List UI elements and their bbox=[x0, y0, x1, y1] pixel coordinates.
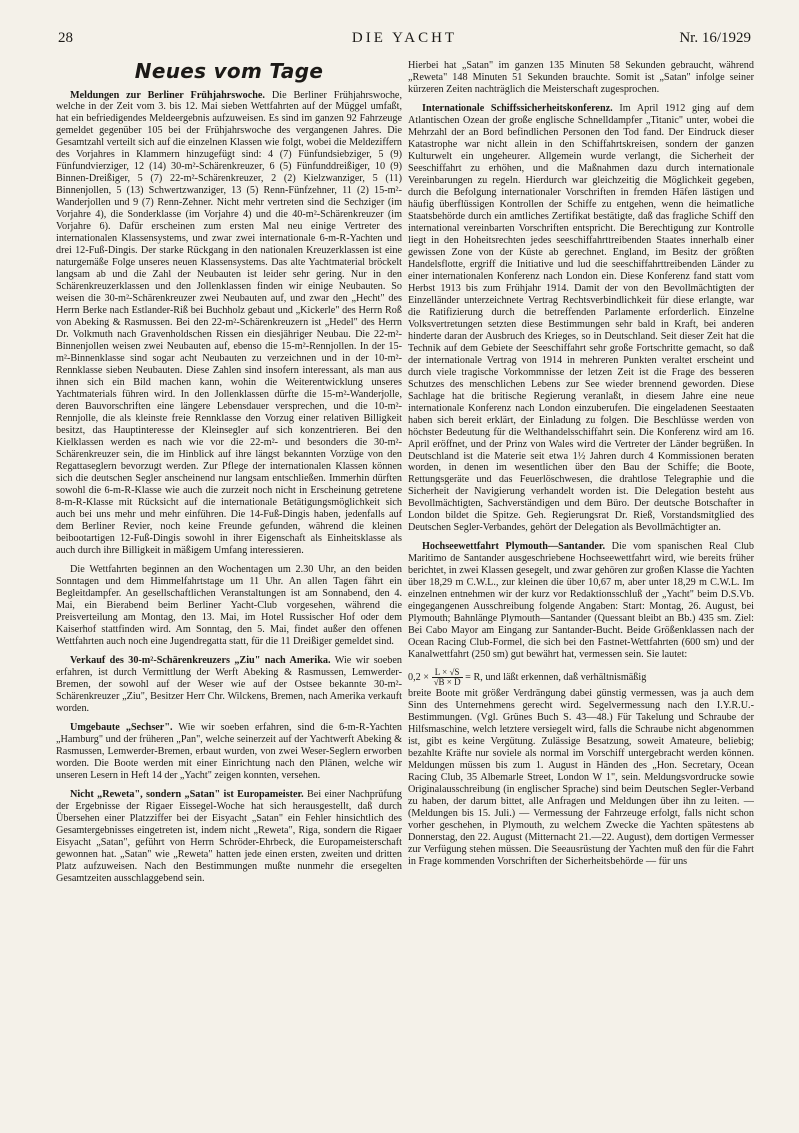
formula bbox=[408, 668, 754, 687]
journal-title: DIE YACHT bbox=[351, 30, 458, 46]
article-text: Die Wettfahrten beginnen an den Wochentagen um 2.30 Uhr, an den beiden Sonntagen und dem Himmelfahrtstage um 11 Uhr. An allen Tagen fährt ein Begleitdampfer. An gesellschaftlichen Veranstaltungen ist am Sonnabend, den 4. Mai, ein Bierabend beim Berliner Yacht-Club vorgesehen, während die Preisverteilung am Montag, den 13. Mai, im Hotel Russischer Hof oder dem Kaiserhof stattfinden wird. Am Sonntag, den 5. Mai, findet außer den offenen Wettfahrten auch noch eine Jugendregatta statt, für die 11 Dreißiger gemeldet sind. bbox=[56, 563, 402, 647]
right-articles-continued bbox=[408, 688, 754, 868]
formula-numerator: L × √S bbox=[432, 668, 463, 678]
page-title: Neues vom Tage bbox=[134, 59, 324, 83]
article-text: Im April 1912 ging auf dem Atlantischen Ozean der große englische Schnelldampfer „Titanic" unter, wobei die Mehrzahl der an Bord befindlichen Personen den Tod fand. Der Eindruck dieser Katastrophe war nicht allein in den Schiffahrtskreisen, sondern der ganzen Kulturwelt ein ungeheurer. Allgemein wurde verlangt, die Sicherheit der Seeschiffahrt zu erhöhen, und die Maßnahmen dazu durch internationale Vereinbarungen zu regeln. Hierdurch war gleichzeitig die Möglichkeit gegeben, durch die Befolgung internationaler Vorschriften in fremden Häfen lästigen und häufig überflüssigen Kontrollen der Schiffe zu entgehen, wenn die heimatliche Staatsbehörde durch ein amtliches Zertifikat bestätigte, daß das fragliche Schiff den international vereinbarten Vorschriften entspricht. Die Berechtigung zur Kontrolle liegt in den Hoheitsrechten jedes seeschiffahrttreibenden Staates innerhalb einer gewissen Zone von der Küste ab gerechnet. England, im Besitz der größten Handelsflotte, ergriff die Initiative und lud die seeschiffahrttreibenden Länder zu einer internationalen Konferenz nach London ein. Diese Konferenz fand statt vom Herbst 1913 bis zum Frühjahr 1914. Damit der von den Bevollmächtigten der Einzelländer unterzeichnete Vertrag Rechtsverbindlichkeit für diese erlangte, war die Ratifizierung durch die betreffenden Parlamente erforderlich. Einzelne Volksvertretungen setzten diese Bestimmungen sehr bald in Kraft, bei anderen hinderte daran der Ausbruch des Krieges, so in Deutschland. Seit dieser Zeit hat die Technik auf dem Gebiete der Seeschiffahrt sehr große Fortschritte gemacht, so daß der internationale Vertrag von 1914 in mehreren Punkten veraltet erscheint und durch viele tragische Vorkommnisse der letzen Zeit ist die Frage des besseren Schutzes des menschlichen Lebens zur See wieder brennend geworden. Diese Sachlage hat die britische Regierung veranlaßt, in diesem Jahre eine neue internationale Konferenz nach London einzuberufen. Die eingeladenen Seestaaten haben sich bereit erklärt, der Einladung zu folgen. Die Beschlüsse werden von höchster Bedeutung für die Welthandelsschiffahrt sein. Die Konferenz wird am 16. April eröffnet, und der Prinz von Wales wird die Vertreter der Länder begrüßen. In Deutschland ist die Materie seit etwa 1½ Jahren durch 4 Kommissionen beraten worden, in denen im wesentlichen über den Bau der Schiffe; die Boote, Rettungsgeräte und das Feuerlöschwesen, die drahtlose Telegraphie und die Sicherheit der Navigierung verhandelt worden ist. Die Delegation besteht aus Bevollmächtigten, Sachverständigen und dem Büro. Der deutsche Botschafter in London bildet die Spitze. Geh. Regierungsrat Dr. Rieß, Vorstandsmitglied des Deutschen Segler-Verbandes, gehört der Delegation als Bevollmächtigter an. bbox=[408, 102, 754, 534]
right-column bbox=[408, 60, 754, 875]
right-articles bbox=[408, 60, 754, 661]
article-text: Die Berliner Frühjahrswoche, welche in der Zeit vom 3. bis 12. Mai sieben Wettfahrten auf der Müggel umfaßt, hat ein befriedigendes Meldeergebnis aufzuweisen. Es sind im ganzen 92 Fahrzeuge gemeldet gegenüber 105 bei der Frühjahrswoche des vergangenen Jahres. Die Gesamtzahl verteilt sich auf die einzelnen Klassen wie folgt, wobei die Meldeziffern des Vorjahres in Klammern hinzugefügt sind: 4 (7) Fünfundsiebziger, 5 (9) Fünfundvierziger, 12 (14) 30-m²-Schärenkreuzer, 6 (5) Fünfunddreißiger, 10 (9) Binnen-Dreißiger, 5 (7) 22-m²-Schärenkreuzer, 2 (2) Kielzwanziger, 5 (11) Binnenjollen, 5 (13) Schwertzwanziger, 13 (5) Renn-Fünfzehner, 11 (2) 15-m²-Wanderjollen und 9 (7) Renn-Zehner. Nicht mehr vertreten sind die Sechziger (im Vorjahre 4), die Sonderklasse (im Vorjahre 4) und die 40-m²-Schärenkreuzer (im Vorjahre 6). Dafür erscheinen zum ersten Mal neu einige Vertreter des internationalen Klassensystems, und zwar zwei internationale 6-m-R-Yachten und drei 12-Fuß-Dingis. Der starke Rückgang in den nationalen Kreuzerklassen ist eine naturgemäße Folge unseres neuen Klassensystems. Das alte Yachtmaterial bröckelt langsam ab und die Zahl der Neubauten ist leider sehr gering. Nur in den Schärenkreuzerklassen und den Jollenklassen finden wir einige Neubauten. So weisen die 30-m²-Schärenkreuzer zwei Neubauten auf, und zwar den „Hecht" des Herrn Berke nach Estlander-Riß bei Buchholz gebaut und „Kickerle" des Herrn Roß von Abeking & Rasmussen. Bei den 22-m²-Schärenkreuzern ist „Hedel" des Herrn Dr. Volkmuth nach Gravenholdschen Rissen ein diesjähriger Neubau. Die 22-m²-Binnenjollen weisen zwei Neubauten auf, ebenso die 15-m²-Rennjollen. In der 15-m²-Binnenklasse sind sogar acht Neubauten zu verzeichnen und in der 10-m²-Rennklasse sieben Neubauten. Diese Zahlen sind insofern interessant, als man aus ihnen sich ein Bild machen kann, wohin die Weiterentwicklung unseres Yachtmaterials führen wird. In den Jollenklassen dürfte die 15-m²-Wanderjolle, deren Bauvorschriften eine längere Lebensdauer versprechen, und die 10-m²-Rennjolle, die als kleinste freie Rennklasse den Vorzug einer relativen Billigkeit besitzt, das Hauptinteresse der Kleinsegler auf sich konzentrieren. Bei den Kielklassen werden es nach wie vor die 22-m²- und besonders die 30-m²-Schärenkreuzer sein, die im Hinblick auf ihre längst bekannten Vorzüge von den Regattaseglern bevorzugt werden. Zur Pflege der internationalen Klassen können sich die deutschen Segler anscheinend nur langsam entschließen. Immerhin dürften sowohl die 6-m-R-Klasse wie auch die zurzeit noch nicht in Erscheinung getretene 8-m-R-Klasse mit Rücksicht auf die internationale Betätigungsmöglichkeit sich auch bei uns mehr und mehr einführen. Die 14-Fuß-Dingis haben, jedenfalls auf dem Berliner Revier, noch keine Freunde gefunden, während die kleinen beibootartigen 12-Fuß-Dingis sowohl in ihrer Eigenschaft als Einheitsklasse als auch durch ihre Billigkeit in mäßigem Umfang interessieren. bbox=[56, 89, 402, 556]
page-number: 28 bbox=[58, 30, 73, 46]
article-text: Hierbei hat „Satan" im ganzen 135 Minuten 58 Sekunden gebraucht, während „Reweta" 148 Minuten 51 Sekunden brauchte. Somit ist „Satan" infolge seiner kürzeren Zeiten nachträglich die Meisterschaft zugesprochen. bbox=[408, 60, 754, 95]
article-heading: Meldungen zur Berliner Frühjahrswoche. bbox=[70, 89, 265, 101]
article-text: breite Boote mit größer Verdrängung dabei günstig vermessen, was ja auch dem Sinn des Unternehmens gerecht wird. Segelvermessung nach den I.Y.R.U.-Bestimmungen. (Vgl. Grünes Buch S. 43—48.) Für Takelung und Schraube der Hilfsmaschine, welch letztere versiegelt wird, falls die Schraube nicht abgenommen ist, gibt es keine Vergütung. Zulässige Besatzung, soweit Amateure, beliebig; bezahlte Kräfte nur soviele als normal im Vorschiff untergebracht werden können. Meldungen müssen bis zum 1. August in Händen des „Hon. Secretary, Ocean Racing Club, 35 Albemarle Street, London W 1", sein. Meldungsvordrucke sowie Originalausschreibung (in englischer Sprache) sind beim Deutschen Segler-Verband zu haben, der darum bittet, alle Anfragen und Meldungen über ihn zu leiten. — (Meldungen bis 15. Juli.) — Vermessung der Fahrzeuge erfolgt, falls nicht schon vorher geschehen, in Plymouth, zu welchem Zwecke die Yachten spätestens ab Donnerstag, den 22. August (Mitternacht 21.—22. August), dem dortigen Vermesser zur Verfügung stehen müssen. Die Seeausrüstung der Yachten muß den für die Fahrt in Frage kommenden Vorschriften der Sicherheitsbehörde — für uns bbox=[408, 688, 754, 868]
article-text: Bei einer Nachprüfung der Ergebnisse der Rigaer Eissegel-Woche hat sich herausgestellt, daß durch Übersehen einer Platzziffer bei der Eisyacht „Satan" ein Fehler hinsichtlich des Gesamtergebnisses eingetreten ist, indem nicht „Reweta", Riga, sondern die Rigaer Eisyacht „Satan", geführt von Herrn Schröder-Ehrbeck, die Europameisterschaft gewonnen hat. „Satan" wie „Reweta" hatten jede einen ersten, zweiten und dritten Platz aufzuweisen. Nach den Bestimmungen mußte nunmehr die ersegelten Gesamtzeiten ausschlaggebend sein. bbox=[56, 788, 402, 884]
left-articles bbox=[56, 90, 402, 885]
article-paragraph bbox=[56, 90, 402, 557]
article-text: Wie wir soeben erfahren, sind die 6-m-R-Yachten „Hamburg" und der früheren „Pan", welche seinerzeit auf der Yachtwerft Abeking & Rasmussen, Lemwerder-Bremen, erbaut wurden, von zwei Weser-Seglern erworben worden. Die Boote werden mit einer Einrichtung nach den Plänen, welche wir unseren Lesern in Heft 14 der „Yacht" zeigen konnten, versehen. bbox=[56, 721, 403, 781]
article-heading: Internationale Schiffssicherheitskonferenz. bbox=[422, 102, 613, 114]
left-column bbox=[56, 60, 402, 892]
formula-fraction bbox=[432, 668, 463, 687]
article-paragraph bbox=[56, 789, 402, 885]
article-heading: Verkauf des 30-m²-Schärenkreuzers „Ziu" nach Amerika. bbox=[70, 654, 331, 666]
article-text: Wie wir soeben erfahren, ist durch Vermittlung der Werft Abeking & Rasmussen, Lemwerder-Bremen, der sowohl auf der Weser wie auf der Ostsee bekannte 30-m²-Schärenkreuzer „Ziu", Besitzer Herr Chr. Wilckens, Bremen, nach Amerika verkauft worden. bbox=[56, 654, 402, 714]
article-paragraph bbox=[56, 564, 402, 648]
issue-number: Nr. 16/1929 bbox=[679, 30, 751, 46]
article-heading: Umgebaute „Sechser". bbox=[70, 721, 173, 733]
article-paragraph bbox=[408, 60, 754, 96]
article-text: Die vom spanischen Real Club Maritimo de Santander ausgeschriebene Hochseewettfahrt wird, wie bereits früher berichtet, in zwei Klassen gesegelt, und zwar gehören zur großen Klasse die Yachten über 18,29 m C.W.L., zur kleinen die über 10,67 m, aber unter 18,29 m C.W.L. Im einzelnen entnehmen wir der kurz vor Redaktionsschluß der „Yacht" beim D.S.Vb. eingegangenen Ausschreibung folgende Angaben: Start: Montag, 26. August, bei Plymouth; Bahnlänge Plymouth—Santander (Quessant bleibt an Bb.) 435 sm. Ziel: Bei Cabo Mayor am Eingang zur Santander-Bucht. Beide Größenklassen nach der Ocean Racing Club-Formel, die sich bei den Fastnet-Wettfahrten (600 sm) und der Kanalwettfahrt (250 sm) gut bewährt hat, vermessen sein. Sie lautet: bbox=[408, 541, 754, 661]
article-paragraph bbox=[408, 103, 754, 534]
article-paragraph bbox=[408, 541, 754, 661]
article-heading: Nicht „Reweta", sondern „Satan" ist Europameister. bbox=[70, 788, 304, 800]
article-paragraph bbox=[56, 722, 402, 782]
formula-coef: 0,2 × bbox=[408, 672, 430, 684]
article-heading: Hochseewettfahrt Plymouth—Santander. bbox=[422, 541, 606, 553]
article-paragraph bbox=[408, 688, 754, 868]
article-paragraph bbox=[56, 655, 402, 715]
page-header bbox=[58, 30, 751, 54]
formula-rest: = R, und läßt erkennen, daß verhältnismäßig bbox=[465, 672, 647, 684]
formula-denominator: √B × D bbox=[433, 677, 461, 688]
